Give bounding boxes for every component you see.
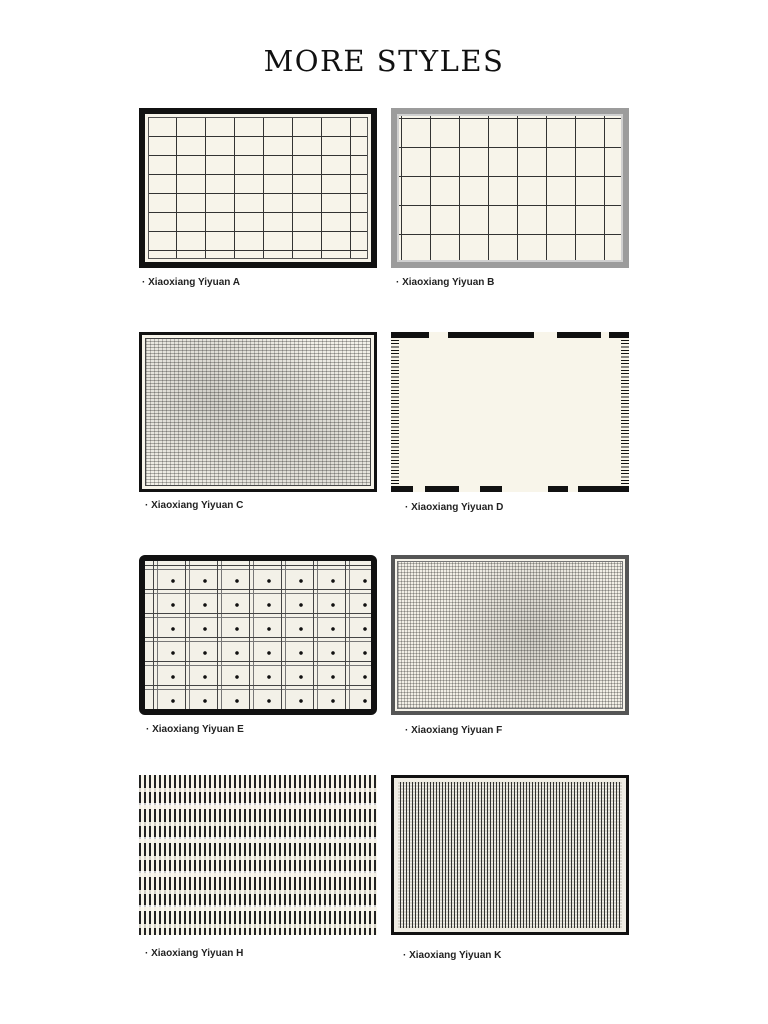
rug-d-bottom-bar-4 xyxy=(548,486,568,492)
rug-d-bottom-bar-2 xyxy=(425,486,459,492)
rug-caption-e: · Xiaoxiang Yiyuan E xyxy=(146,724,244,735)
rug-caption-c: · Xiaoxiang Yiyuan C xyxy=(145,500,244,511)
page-title: MORE STYLES xyxy=(263,44,505,78)
rug-image-k xyxy=(391,775,629,935)
rug-image-a xyxy=(139,108,377,268)
rug-caption-h: · Xiaoxiang Yiyuan H xyxy=(145,948,244,959)
rug-image-b xyxy=(391,108,629,268)
rug-caption-b: · Xiaoxiang Yiyuan B xyxy=(396,277,495,288)
rug-image-c xyxy=(139,332,377,492)
rug-d-bottom-bar-3 xyxy=(480,486,502,492)
rug-d-bottom-bar-right xyxy=(578,486,629,492)
rug-d-top-bar-left xyxy=(391,332,429,338)
rug-d-top-bar-mid xyxy=(448,332,534,338)
rug-d-top-bar-end xyxy=(609,332,629,338)
rug-caption-a: · Xiaoxiang Yiyuan A xyxy=(142,277,240,288)
rug-image-f xyxy=(391,555,629,715)
rug-caption-d: · Xiaoxiang Yiyuan D xyxy=(405,502,504,513)
rug-h-pattern-overlay xyxy=(139,775,377,935)
rug-d-top-bar-right xyxy=(557,332,601,338)
rug-d-bottom-bar-left xyxy=(391,486,413,492)
rug-image-e xyxy=(139,555,377,715)
rug-caption-f: · Xiaoxiang Yiyuan F xyxy=(405,725,503,736)
rug-caption-k: · Xiaoxiang Yiyuan K xyxy=(403,950,502,961)
rug-image-d xyxy=(391,332,629,492)
